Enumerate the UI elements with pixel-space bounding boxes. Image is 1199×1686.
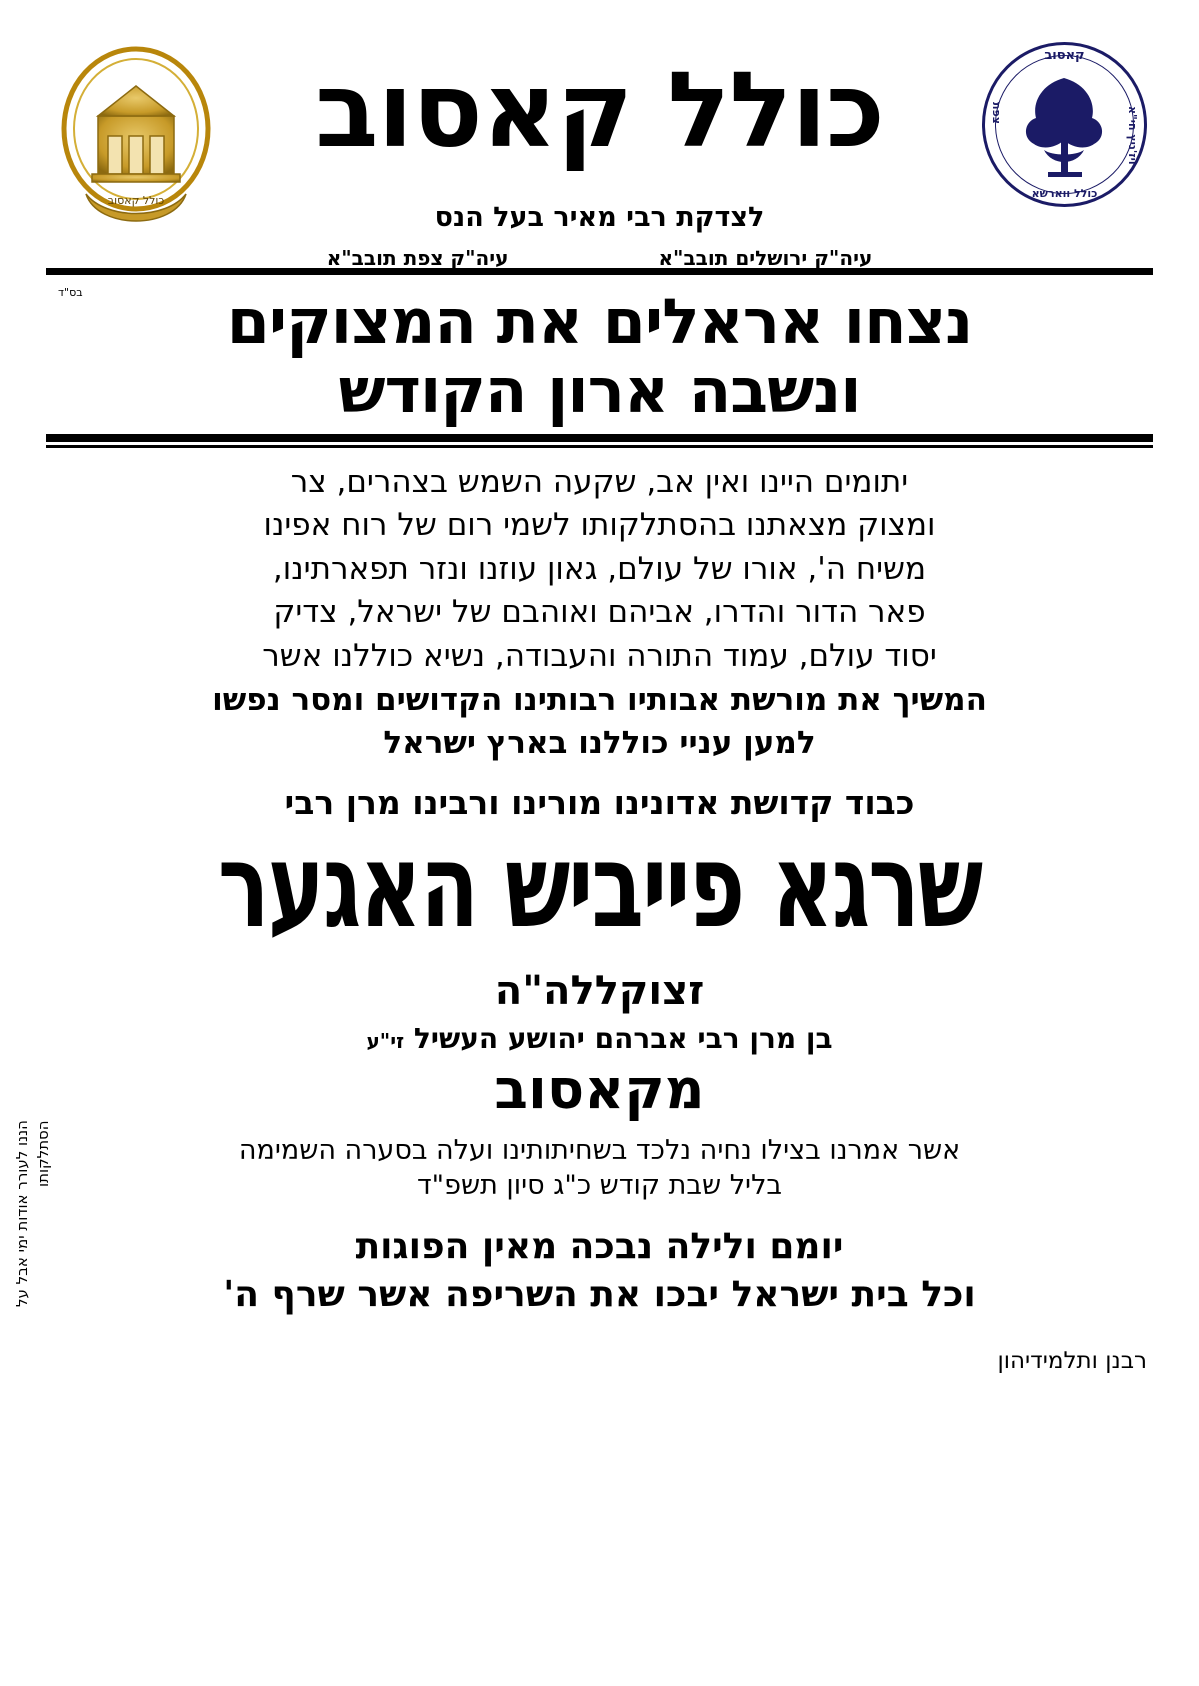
father-suffix: זי"ע: [366, 1028, 405, 1053]
body-line-bold: המשיך את מורשת אבותיו רבותינו הקדושים ומסר נפשו: [212, 681, 987, 718]
seal-left-text: צפת: [990, 102, 1003, 124]
signature-line: רבנן ותלמידיהון: [997, 1347, 1147, 1374]
bsd-marker: בס"ד: [58, 286, 83, 299]
city-jerusalem: עיה"ק ירושלים תובב"א: [658, 246, 873, 270]
seal-right-text: ויז'ניץ חי"א: [1126, 106, 1139, 165]
zatzal-line: זצוקללה"ה: [494, 967, 705, 1014]
cities-row: [46, 246, 1153, 270]
body-line: יתומים היינו ואין אב, שקעה השמש בצהרים, צר: [290, 463, 909, 500]
city-tzfas: עיה"ק צפת תובב"א: [326, 246, 509, 270]
father-line: [46, 1022, 1153, 1055]
headline-divider: [46, 434, 1153, 448]
organization-title: כולל קאסוב: [315, 49, 884, 171]
passing-details: [46, 1133, 1153, 1203]
body-line: משיח ה', אורו של עולם, גאון עוזנו ונזר תפארתינו,: [272, 550, 927, 587]
mourning-line-2: וכל בית ישראל יבכו את השריפה אשר שרף ה': [223, 1274, 976, 1316]
niftar-name: שרגא פייביש האגער: [217, 818, 982, 954]
body-line: יסוד עולם, עמוד התורה והעבודה, נשיא כוללנו אשר: [262, 638, 937, 674]
headline-line-1: נצחו אראלים את המצוקים: [226, 285, 973, 358]
organization-subtitle: לצדקת רבי מאיר בעל הנס: [434, 202, 765, 233]
side-note: הננו לעורר אודות ימי אבל על הסתלקותו: [13, 1120, 52, 1307]
mourning-text: [46, 1223, 1153, 1320]
seal-top-text: קאסוב: [1044, 48, 1085, 63]
father-name: בן מרן רבי אברהם יהושע העשיל: [413, 1021, 833, 1055]
passing-line-1: אשר אמרנו בצילו נחיה נלכד בשחיתותינו ועלה בסערה השמימה: [238, 1134, 961, 1166]
masthead: [46, 34, 1153, 270]
svg-text:כולל קאסוב: כולל קאסוב: [107, 194, 165, 207]
honorific-line: כבוד קדושת אדונינו מורינו ורבינו מרן רבי: [284, 782, 915, 822]
page-title: [46, 287, 1153, 426]
body-line-bold: למען עניי כוללנו בארץ ישראל: [383, 725, 816, 762]
seal-bottom-text: כולל ווארשא: [1031, 187, 1098, 200]
headline-line-2: ונשבה ארון הקודש: [338, 354, 861, 428]
body-text: [46, 462, 1153, 765]
body-line: ומצוק מצאתנו בהסתלקותו לשמי רום של רוח אפינו: [263, 507, 936, 544]
mourning-line-1: יומם ולילה נבכה מאין הפוגות: [355, 1225, 844, 1267]
body-line: פאר הדור והדרו, אביהם ואוהבם של ישראל, צדיק: [273, 594, 926, 631]
passing-line-2: בליל שבת קודש כ"ג סיון תשפ"ד: [416, 1169, 783, 1201]
dynasty-place: מקאסוב: [494, 1056, 705, 1121]
